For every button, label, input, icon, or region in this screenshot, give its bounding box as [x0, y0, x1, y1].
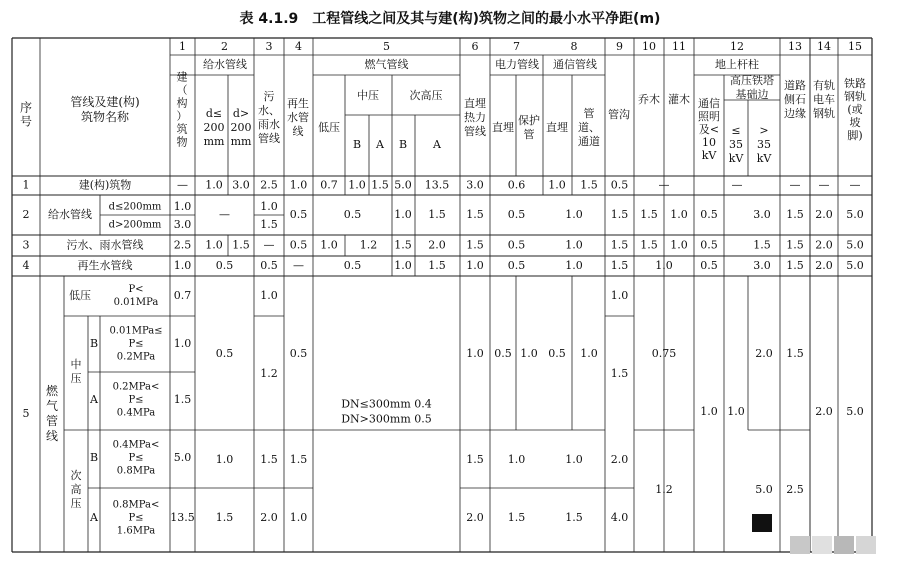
row5-gas-internal: DN>300mm 0.5: [341, 412, 432, 426]
row5-a: A: [90, 511, 98, 524]
row5-value: 2.0: [610, 453, 629, 466]
row3-value: 1.0: [205, 238, 223, 252]
header-sewage: 管线: [258, 132, 280, 145]
row-number: 1: [22, 178, 30, 192]
row4-value: 5.0: [846, 259, 864, 272]
row5-value: 4.0: [610, 511, 629, 524]
row1-value: 1.0: [205, 178, 223, 192]
row3-value: 1.5: [466, 238, 484, 252]
row4-value: 0.5: [343, 259, 362, 272]
row4-value: 1.0: [173, 259, 192, 272]
header-comm-light: 照明: [698, 110, 720, 123]
row3-value: —: [263, 238, 275, 252]
column-number: 4: [295, 40, 302, 53]
header-conduit: 通道: [578, 135, 600, 148]
row5-p: P≤: [128, 452, 144, 464]
row3-value: 2.5: [173, 238, 192, 252]
column-number: 3: [265, 40, 273, 53]
header-building: 构: [176, 96, 188, 110]
header-heat: 管线: [464, 125, 486, 138]
row5-value: 0.7: [173, 289, 192, 302]
row2-value: 1.0: [260, 200, 278, 213]
row2-sub: d≤200mm: [108, 201, 162, 213]
header-hv-tower: 高压铁塔: [730, 74, 774, 87]
header-building: 建: [176, 70, 188, 84]
header-reclaimed: 水管: [287, 111, 309, 124]
row2-value: 1.0: [173, 200, 192, 213]
row4-value: 0.5: [260, 259, 278, 272]
row2-value: 1.5: [786, 208, 804, 221]
row5-value: 2.0: [466, 511, 484, 524]
row5-value: 0.5: [548, 347, 566, 360]
column-number: 9: [616, 40, 623, 53]
header-tram: 有轨: [813, 79, 835, 92]
row1-value: —: [789, 178, 801, 192]
row2-value: 1.5: [610, 208, 629, 221]
header-tram: 电车: [813, 93, 835, 106]
row5-value: 13.5: [170, 511, 195, 524]
row3-value: 1.5: [394, 238, 412, 252]
row3-value: 1.0: [320, 238, 338, 252]
row2-value: 1.5: [260, 218, 278, 231]
row4-value: 1.0: [466, 259, 484, 272]
row4-value: 0.5: [215, 259, 234, 272]
row1-value: 2.5: [260, 178, 278, 192]
row5-p: 0.8MPa: [116, 465, 156, 477]
row5-subhigh: 次: [70, 469, 82, 482]
header-le35: 35: [729, 138, 743, 151]
row5-value: 1.0: [173, 337, 192, 350]
row-number: 3: [22, 238, 30, 252]
row5-p: 0.2MPa: [116, 351, 156, 363]
header-conduit: 管: [583, 107, 595, 120]
row1-value: 3.0: [232, 178, 250, 192]
row1-value: 13.5: [424, 178, 450, 192]
header-ws-small: mm: [203, 135, 225, 148]
row5-value: 5.0: [846, 405, 864, 418]
row5-p: P≤: [128, 512, 144, 524]
row5-name: 气: [45, 399, 59, 413]
row5-value: 1.0: [727, 405, 745, 418]
header-comm-light: 通信: [698, 97, 720, 110]
header-shrub: 灌木: [668, 93, 690, 106]
row2-value: —: [219, 208, 230, 221]
row5-value: 1.5: [565, 511, 583, 524]
row4-value: —: [293, 259, 304, 272]
header-protective: 管: [523, 128, 535, 141]
row-number: 5: [22, 407, 30, 420]
header-curb: 道路: [784, 79, 806, 92]
row1-value: 1.5: [580, 178, 598, 192]
row5-value: 5.0: [173, 451, 192, 464]
header-comm-light: kV: [701, 149, 717, 162]
column-number: 15: [848, 40, 862, 53]
header-rail: (或: [847, 103, 863, 116]
row5-value: 1.2: [655, 483, 673, 496]
header-rail: 铁路: [844, 77, 866, 90]
column-number: 1: [179, 40, 186, 53]
row1-value: 5.0: [394, 178, 412, 192]
row5-value: 1.0: [260, 289, 278, 302]
row5-value: 2.5: [786, 483, 804, 496]
row4-value: 1.5: [428, 259, 446, 272]
row5-name: 线: [45, 429, 59, 443]
header-ws-small: d≤: [205, 107, 223, 120]
row4-value: 0.5: [700, 259, 718, 272]
column-number: 11: [672, 40, 686, 53]
row2-value: 3.0: [173, 218, 192, 231]
column-number: 8: [570, 40, 578, 53]
row5-value: 1.0: [289, 511, 308, 524]
row3-value: 2.0: [428, 238, 446, 252]
row2-value: 0.5: [289, 208, 308, 221]
row5-value: 0.5: [289, 347, 308, 360]
column-number: 2: [221, 40, 228, 53]
row5-value: 1.5: [260, 453, 278, 466]
row1-value: —: [849, 178, 861, 192]
column-number: 7: [513, 40, 520, 53]
row5-value: 1.0: [580, 347, 598, 360]
row1-value: 1.5: [371, 178, 389, 192]
row5-a: A: [90, 393, 98, 406]
row5-value: 0.5: [215, 347, 234, 360]
header-telecom: 通信管线: [553, 58, 597, 71]
watermark-block-gray-3: [834, 536, 854, 554]
row4-value: 2.0: [815, 259, 833, 272]
row5-value: 1.0: [215, 453, 234, 466]
row1-value: 1.0: [289, 178, 308, 192]
row3-value: 1.5: [640, 238, 658, 252]
row5-p: 0.2MPa<: [112, 381, 160, 393]
row1-value: 1.0: [548, 178, 566, 192]
header-ws-large: 200: [230, 121, 252, 134]
header-ws-large: d>: [232, 107, 250, 120]
row-name: 给水管线: [48, 208, 92, 221]
header-gas: 燃气管线: [364, 58, 409, 71]
row3-value: 1.2: [359, 238, 378, 252]
row5-value: 1.0: [507, 453, 526, 466]
header-conduit: 道、: [578, 121, 600, 134]
row5-value: 1.5: [173, 393, 192, 406]
header-heat: 热力: [464, 111, 486, 124]
row4-value: 1.5: [786, 259, 804, 272]
row5-b: B: [89, 337, 99, 350]
header-tram: 钢轨: [813, 107, 835, 120]
header-building: 筑: [176, 122, 188, 136]
row-name: 污水、雨水管线: [66, 238, 144, 252]
row5-p: P≤: [128, 338, 144, 350]
row5-value: 2.0: [755, 347, 773, 360]
row5-p: 0.8MPa<: [112, 499, 160, 511]
column-number: 10: [642, 40, 656, 53]
row5-value: 1.0: [520, 347, 538, 360]
watermark-block-gray-2: [812, 536, 832, 554]
header-rail: 钢轨: [844, 90, 866, 103]
header-b: B: [352, 138, 362, 151]
column-number: 12: [730, 40, 744, 53]
row1-value: 0.7: [320, 178, 338, 192]
header-seq: 序: [19, 100, 33, 115]
header-rail: 坡: [849, 116, 861, 129]
row3-value: 0.5: [289, 238, 308, 252]
row2-value: 2.0: [815, 208, 833, 221]
row5-medium: 中: [70, 358, 82, 371]
row5-value: 1.5: [215, 511, 234, 524]
row5-b: B: [89, 451, 99, 464]
row-name: 建(构)筑物: [78, 178, 132, 192]
row5-value: 0.75: [651, 347, 677, 360]
row3-value: 1.5: [610, 238, 629, 252]
header-subhigh: 次高压: [409, 89, 443, 102]
row5-p: P<: [128, 284, 144, 295]
header-low-pressure: 低压: [318, 121, 340, 134]
row5-low: 低压: [69, 289, 91, 302]
row5-name: 管: [45, 414, 59, 428]
row3-value: 1.5: [232, 238, 250, 252]
row5-p: 1.6MPa: [116, 525, 156, 537]
table-caption: 表 4.1.9 工程管线之间及其与建(构)筑物之间的最小水平净距(m): [239, 11, 661, 27]
header-gt35: >: [759, 124, 769, 137]
header-rail: 脚): [847, 129, 863, 142]
row1-value: —: [177, 178, 188, 192]
row4-value: 1.5: [610, 259, 629, 272]
header-a: A: [376, 138, 384, 151]
row5-p: 0.01MPa≤: [109, 325, 163, 337]
row4-value: 3.0: [753, 259, 771, 272]
row5-p: 0.01MPa: [113, 297, 159, 308]
watermark-block-gray-1: [790, 536, 810, 554]
column-number: 13: [788, 40, 802, 53]
row5-gas-internal: DN≤300mm 0.4: [341, 397, 432, 411]
header-building: （: [176, 83, 188, 97]
row5-value: 1.2: [260, 367, 278, 380]
row2-value: 3.0: [753, 208, 771, 221]
row5-value: 0.5: [494, 347, 512, 360]
header-gt35: 35: [757, 138, 771, 151]
row5-value: 1.0: [565, 453, 583, 466]
header-trench: 管沟: [608, 108, 630, 121]
header-water-supply: 给水管线: [203, 58, 247, 71]
row5-value: 1.0: [466, 347, 484, 360]
watermark-block-black: [752, 514, 772, 532]
row-number: 4: [22, 259, 30, 272]
row5-p: 0.4MPa: [116, 407, 156, 419]
row3-value: 5.0: [846, 238, 864, 252]
header-seq: 号: [19, 114, 33, 129]
row3-value: 2.0: [815, 238, 833, 252]
header-gt35: kV: [756, 152, 772, 165]
header-a: A: [433, 138, 441, 151]
column-number: 14: [817, 40, 831, 53]
row2-value: 1.0: [394, 208, 412, 221]
row1-value: —: [731, 178, 743, 192]
row5-subhigh: 高: [70, 483, 82, 496]
header-comm-light: 10: [702, 136, 716, 149]
row1-value: —: [818, 178, 830, 192]
row2-value: 0.5: [343, 208, 362, 221]
row5-value: 1.5: [289, 453, 308, 466]
header-tree: 乔木: [638, 93, 660, 106]
row5-value: 1.5: [466, 453, 484, 466]
header-heat: 直埋: [464, 97, 486, 110]
row2-value: 1.5: [428, 208, 446, 221]
row4-value: 0.5: [507, 259, 526, 272]
row5-value: 2.0: [815, 405, 833, 418]
header-reclaimed: 线: [292, 125, 304, 138]
row5-value: 1.0: [610, 289, 629, 302]
header-name: 筑物名称: [80, 110, 130, 124]
header-reclaimed: 再生: [287, 97, 309, 110]
header-comm-light: 及<: [698, 123, 720, 136]
row1-value: —: [658, 178, 670, 192]
row5-value: 2.0: [260, 511, 278, 524]
row5-value: 1.0: [700, 405, 718, 418]
header-direct: 直埋: [546, 121, 568, 134]
row2-value: 1.5: [640, 208, 658, 221]
watermark-block-gray-4: [856, 536, 876, 554]
row-number: 2: [22, 208, 30, 221]
row5-medium: 压: [70, 372, 82, 385]
row5-value: 1.5: [610, 367, 629, 380]
row2-value: 1.0: [670, 208, 688, 221]
header-medium: 中压: [357, 89, 379, 102]
row4-value: 1.0: [655, 259, 673, 272]
column-number: 5: [383, 40, 390, 53]
row4-value: 1.0: [565, 259, 583, 272]
header-b: B: [398, 138, 408, 151]
row5-value: 1.5: [786, 347, 804, 360]
row5-value: 5.0: [755, 483, 773, 496]
header-sewage: 水、: [258, 104, 280, 117]
row1-value: 0.6: [507, 178, 526, 192]
header-building: 物: [176, 135, 188, 149]
header-sewage: 雨水: [258, 118, 280, 131]
header-power: 电力管线: [495, 58, 539, 71]
header-sewage: 污: [263, 90, 275, 103]
header-curb: 侧石: [784, 93, 806, 106]
header-ws-small: 200: [203, 121, 225, 134]
row5-name: 燃: [45, 384, 59, 398]
header-direct: 直埋: [492, 121, 514, 134]
row3-value: 0.5: [507, 238, 526, 252]
row5-value: 1.5: [507, 511, 526, 524]
column-number: 6: [471, 40, 479, 53]
row5-p: 0.4MPa<: [112, 439, 160, 451]
header-le35: ≤: [731, 124, 741, 137]
header-protective: 保护: [518, 114, 540, 127]
header-name: 管线及建(构): [70, 95, 140, 109]
row1-value: 3.0: [466, 178, 484, 192]
row5-p: P≤: [128, 394, 144, 406]
row5-subhigh: 压: [70, 497, 82, 510]
header-hv-tower: 基础边: [735, 88, 769, 101]
row-name: 再生水管线: [77, 259, 133, 272]
row2-value: 5.0: [846, 208, 864, 221]
row3-value: 0.5: [700, 238, 718, 252]
row4-value: 1.0: [394, 259, 412, 272]
header-building: ）: [176, 109, 188, 123]
header-le35: kV: [728, 152, 744, 165]
row3-value: 1.0: [670, 238, 688, 252]
row2-value: 0.5: [700, 208, 718, 221]
row2-value: 1.5: [466, 208, 484, 221]
header-pole: 地上杆柱: [715, 58, 759, 71]
header-curb: 边缘: [784, 107, 806, 120]
header-ws-large: mm: [230, 135, 252, 148]
row2-value: 0.5: [507, 208, 526, 221]
row3-value: 1.5: [786, 238, 804, 252]
row3-value: 1.5: [753, 238, 771, 252]
row2-sub: d>200mm: [108, 219, 162, 231]
row1-value: 0.5: [610, 178, 629, 192]
row2-value: 1.0: [565, 208, 583, 221]
row1-value: 1.0: [348, 178, 366, 192]
row3-value: 1.0: [565, 238, 583, 252]
